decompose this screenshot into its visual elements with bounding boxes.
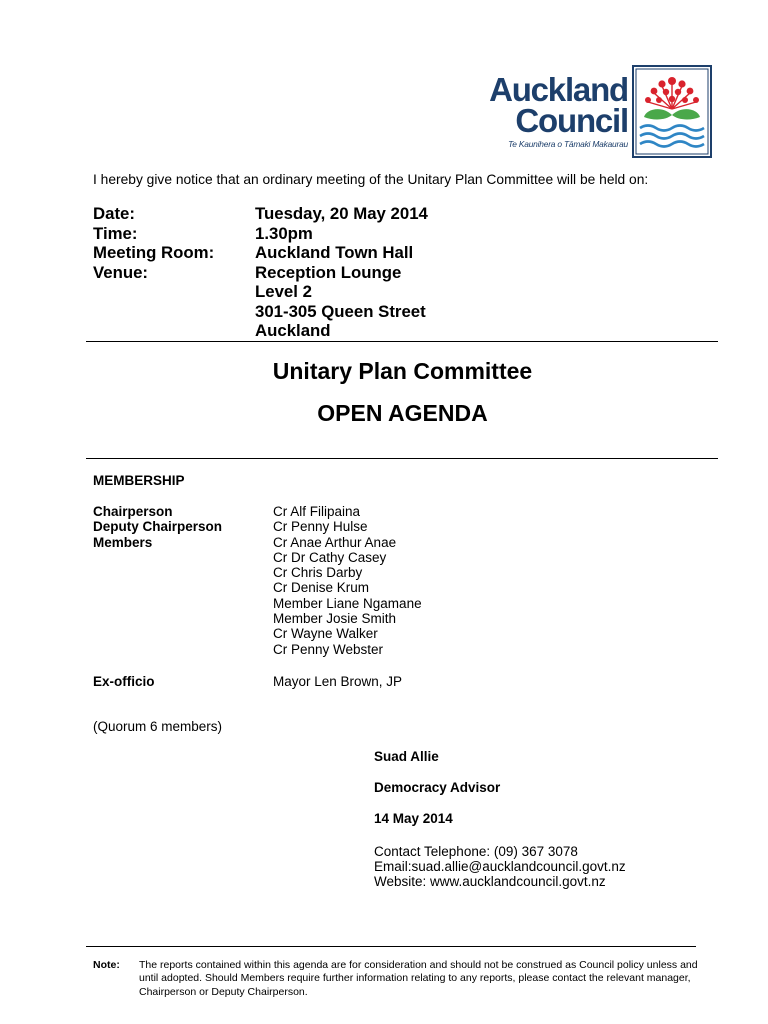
role-chairperson: Chairperson xyxy=(93,504,173,519)
agenda-title: OPEN AGENDA xyxy=(317,400,488,426)
role-list xyxy=(93,504,222,550)
member-name: Cr Denise Krum xyxy=(273,580,370,596)
membership-heading: MEMBERSHIP xyxy=(93,473,185,488)
exofficio-label: Ex-officio xyxy=(93,674,155,689)
member-name-list xyxy=(273,504,422,657)
venue-label: Venue: xyxy=(93,262,149,282)
member-name: Cr Anae Arthur Anae xyxy=(273,534,397,550)
divider xyxy=(86,341,718,342)
time-value: 1.30pm xyxy=(255,223,313,243)
logo-line-1: Auckland xyxy=(489,71,628,108)
venue-line: 301-305 Queen Street xyxy=(255,301,426,321)
committee-title: Unitary Plan Committee xyxy=(272,358,533,384)
note-text: The reports contained within this agenda are for consideration and should not be construed as Council policy unless and until adopted. Should Members require further information relating to any reports, please contact the relevant manager, Chairperson or Deputy Chairperson. xyxy=(139,959,698,998)
member-name: Member Liane Ngamane xyxy=(273,595,422,611)
date-value: Tuesday, 20 May 2014 xyxy=(255,204,428,223)
member-name: Cr Alf Filipaina xyxy=(273,504,361,519)
date-label: Date: xyxy=(93,204,135,223)
advisor-name: Suad Allie xyxy=(374,749,439,764)
contact-email: Email:suad.allie@aucklandcouncil.govt.nz xyxy=(374,859,626,875)
member-name: Cr Penny Webster xyxy=(273,641,384,657)
member-name: Cr Chris Darby xyxy=(273,565,363,581)
meeting-notice-text: I hereby give notice that an ordinary meeting of the Unitary Plan Committee will be held on: xyxy=(93,172,649,187)
venue-line: Level 2 xyxy=(255,282,312,301)
meeting-details xyxy=(93,204,428,341)
venue-line: Auckland xyxy=(255,321,331,340)
contact-details xyxy=(374,844,626,890)
contact-website: Website: www.aucklandcouncil.govt.nz xyxy=(374,874,606,890)
divider xyxy=(86,458,718,459)
member-name: Cr Dr Cathy Casey xyxy=(273,549,387,565)
role-members: Members xyxy=(93,534,153,550)
note-label: Note: xyxy=(93,959,120,971)
logo-line-2: Council xyxy=(515,102,628,139)
council-logo-wordmark xyxy=(466,71,628,149)
quorum-text: (Quorum 6 members) xyxy=(93,719,223,734)
member-name: Member Josie Smith xyxy=(273,611,397,627)
role-deputy-chairperson: Deputy Chairperson xyxy=(93,519,223,535)
logo-tagline: Te Kaunihera o Tāmaki Makaurau xyxy=(508,139,628,149)
member-name: Cr Penny Hulse xyxy=(273,519,368,535)
room-label: Meeting Room: xyxy=(93,243,215,262)
time-label: Time: xyxy=(93,223,138,243)
room-value: Auckland Town Hall xyxy=(255,243,414,262)
footer-divider xyxy=(86,946,696,947)
contact-telephone: Contact Telephone: (09) 367 3078 xyxy=(374,844,578,859)
advisor-position: Democracy Advisor xyxy=(374,780,501,795)
pohutukawa-logo-icon xyxy=(632,65,712,158)
issue-date: 14 May 2014 xyxy=(374,811,453,826)
exofficio-value: Mayor Len Brown, JP xyxy=(273,674,403,689)
member-name: Cr Wayne Walker xyxy=(273,626,378,642)
venue-line: Reception Lounge xyxy=(255,262,402,282)
